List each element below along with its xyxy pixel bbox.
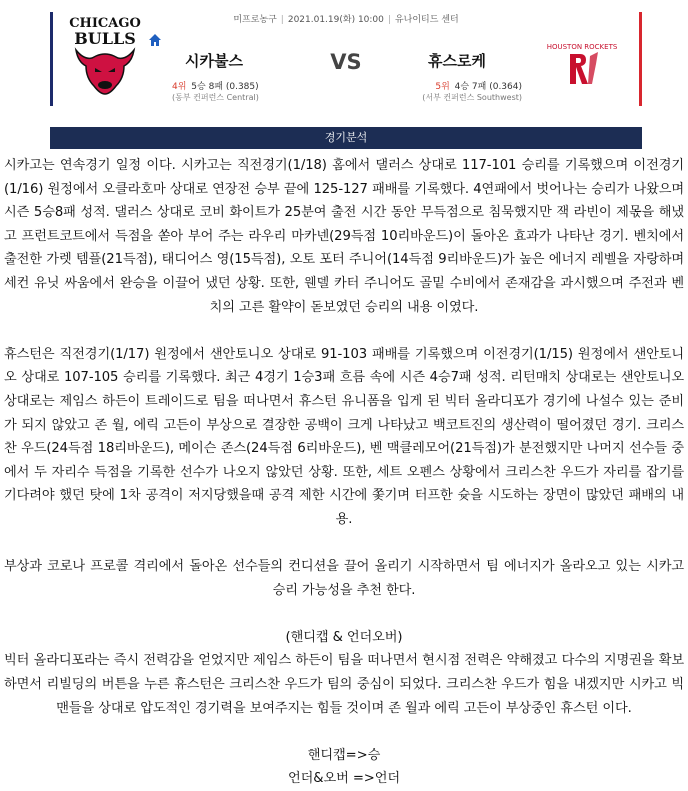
match-datetime: 2021.01.19(화) 10:00 xyxy=(287,15,384,25)
match-venue: 유나이티드 센터 xyxy=(394,15,459,25)
home-team-rank: 4위 xyxy=(172,82,187,92)
away-team-wl: 4승 7패 (0.364) xyxy=(454,82,522,92)
away-team-name: 휴스로케 xyxy=(428,52,486,70)
away-team-record xyxy=(435,79,522,92)
match-header xyxy=(50,8,642,112)
bulls-logo-text-1: CHICAGO xyxy=(69,16,141,31)
analysis-content xyxy=(4,154,684,791)
home-icon xyxy=(148,32,162,46)
home-team-wl: 5승 8패 (0.385) xyxy=(191,82,259,92)
section-title-bar xyxy=(50,127,642,149)
recommendation-paragraph: 부상과 코로나 프로콜 격리에서 돌아온 선수들의 컨디션을 끌어 올리기 시작하면서 팀 에너지가 올라오고 있는 시카고 승리 가능성을 추천 한다. xyxy=(4,559,684,598)
handicap-title: (핸디캡 & 언더오버) xyxy=(285,629,403,645)
home-analysis-paragraph: 시카고는 연속경기 일정 이다. 시카고는 직전경기(1/18) 홈에서 댈러스 상대로 117-101 승리를 기록했으며 이전경기(1/16) 원정에서 오클라호마 상대로 연장전 승부 끝에 125-127 패배를 기록했다. 4연패에서 벗어나는 승리가 나왔으며 시즌 5승8패 성적. 댈러스 상대로 코비 화이트가 25분여 출전 시간 동안 무득점으로 침묵했지만 잭 라빈이 제몫을 해냈고 프런트코트에서 득점을 쏟아 부어 주는 라우리 마카넨(29득점 10리바운드)이 돌아온 효과가 나타난 경기. 벤치에서 출전한 가렛 템플(21득점), 태디어스 영(15득점), 오토 포터 주니어(14득점 9리바운드)가 높은 에너지 레벨을 자랑하며 세컨 유닛 싸움에서 완승을 이끌어 냈던 상황. 또한, 웬델 카터 주니어도 골밑 수비에서 존재감을 과시했으며 주전과 벤치의 고른 활약이 돋보였던 승리의 내용 이였다. xyxy=(4,158,684,315)
pick-over-under: 언더&오버 =>언더 xyxy=(287,771,400,787)
handicap-paragraph: 빅터 올라디포라는 즉시 전력감을 얻었지만 제임스 하든이 팀을 떠나면서 현시점 전력은 약해졌고 다수의 지명권을 확보하면서 리빌딩의 버튼을 누른 휴스턴은 크리스찬 우드가 팀의 중심이 되었다. 크리스찬 우드가 힘을 내겠지만 시카고 빅맨들을 상대로 압도적인 경기력을 보여주지는 힘들 것이며 존 월과 에릭 고든이 부상중인 휴스턴 이다. xyxy=(4,653,684,716)
league-label: 미프로농구 xyxy=(233,15,277,25)
vs-label: VS xyxy=(330,50,362,74)
section-title: 경기분석 xyxy=(324,131,368,144)
match-meta: 미프로농구 | 2021.01.19(화) 10:00 | 유나이티드 센터 xyxy=(233,15,459,25)
rockets-logo-text: HOUSTON ROCKETS xyxy=(546,43,618,51)
away-team-rank: 5위 xyxy=(435,82,450,92)
home-team-conference: (동부 컨퍼런스 Central) xyxy=(172,93,259,102)
pick-handicap: 핸디캡=>승 xyxy=(307,747,381,763)
bulls-logo-text-2: BULLS xyxy=(74,29,136,48)
away-team-conference: (서부 컨퍼런스 Southwest) xyxy=(422,93,522,102)
home-team-record xyxy=(172,79,259,92)
away-analysis-paragraph: 휴스턴은 직전경기(1/17) 원정에서 샌안토니오 상대로 91-103 패배를 기록했으며 이전경기(1/15) 원정에서 샌안토니오 상대로 107-105 승리를 기록했다. 최근 4경기 1승3패 흐름 속에 시즌 4승7패 성적. 리턴매치 상대로는 샌안토니오 상대로는 제임스 하든이 트레이드로 팀을 떠나면서 휴스턴 유니폼을 입게 된 빅터 올라디포가 경기에 나설수 있는 준비가 되지 않았고 존 월, 에릭 고든이 부상으로 결장한 공백이 크게 나타났고 백코트진의 생산력이 떨어졌던 경기. 크리스찬 우드(24득점 18리바운드), 메이슨 존스(24득점 6리바운드), 벤 맥클레모어(21득점)가 분전했지만 나머지 선수들 중에서 두 자리수 득점을 기록한 선수가 나오지 않았던 상황. 또한, 세트 오펜스 상황에서 크리스찬 우드가 자리를 잡기를 기다려야 했던 탓에 1차 공격이 저지당했을때 공격 제한 시간에 쫓기며 터프한 슛을 시도하는 장면이 많았던 패배의 내용. xyxy=(4,346,684,527)
home-team-name: 시카불스 xyxy=(185,52,243,70)
rockets-logo xyxy=(538,34,626,90)
